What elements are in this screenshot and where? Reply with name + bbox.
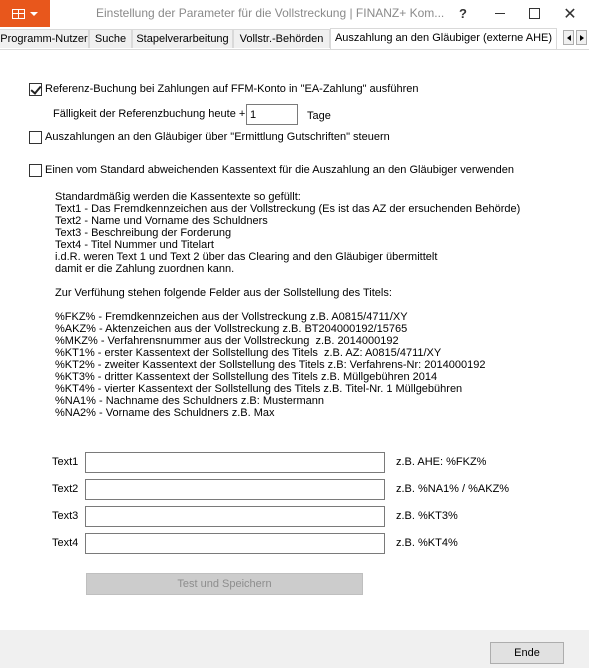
arrow-left-icon bbox=[567, 35, 571, 41]
minimize-icon bbox=[495, 13, 505, 14]
tab-stapelverarbeitung[interactable]: Stapelverarbeitung bbox=[132, 29, 233, 48]
kassentext-info: Standardmäßig werden die Kassentexte so gefüllt: Text1 - Das Fremdkennzeichen aus der Vollstreckung (Es ist das AZ der ersuchenden Behörde) Text2 - Name und Vorname des Schuldners Text3 - Beschreibung der Forderung Text4 - Titel Nummer und Titelart i.d.R. weren Text 1 und Text 2 über das Clearing and den Gläubiger übermittelt damit er die Zahlung zuordnen kann. Zur Verfühung stehen folgende Felder aus der Sollstellung des Titels: %FKZ% - Fremdkennzeichen aus der Vollstreckung z.B. A0815/4711/XY %AKZ% - Aktenzeichen aus der Vollstreckung z.B. BT204000192/15765 %MKZ% - Verfahrensnummer aus der Vollstreckung z.B. 2014000192 %KT1% - erster Kassentext der Sollstellung des Titels z.B. AZ: A0815/4711/XY %KT2% - zweiter Kassentext der Sollstellung des Titels z.B: Verfahrens-Nr: 2014000192 %KT3% - dritter Kassentext der Sollstellung des Titels z.B. Müllgebühren 2014 %KT4% - vierter Kassentext der Sollstellung des Titels z.B. Titel-Nr. 1 Müllgebühren %NA1% - Nachname des Schuldners z.B: Mustermann %NA2% - Vorname des Schuldners z.B. Max bbox=[55, 191, 521, 419]
text3-input[interactable] bbox=[85, 506, 385, 527]
text2-input[interactable] bbox=[85, 479, 385, 500]
text3-label: Text3 bbox=[52, 510, 79, 522]
kassentext-checkbox[interactable] bbox=[29, 164, 42, 177]
table-icon bbox=[12, 9, 25, 19]
app-menu-button[interactable] bbox=[0, 0, 50, 27]
minimize-button[interactable] bbox=[483, 0, 517, 27]
text2-example: z.B. %NA1% / %AKZ% bbox=[396, 483, 510, 495]
text2-label: Text2 bbox=[52, 483, 79, 495]
window-title: Einstellung der Parameter für die Vollstreckung | FINANZ+ Kom... bbox=[96, 6, 445, 20]
tab-scroll-right-button[interactable] bbox=[576, 30, 587, 45]
text3-example: z.B. %KT3% bbox=[396, 510, 458, 522]
tab-scroll-left-button[interactable] bbox=[563, 30, 574, 45]
faelligkeit-unit: Tage bbox=[307, 110, 331, 122]
faelligkeit-label: Fälligkeit der Referenzbuchung heute + bbox=[53, 108, 246, 120]
text4-example: z.B. %KT4% bbox=[396, 537, 458, 549]
kassentext-label: Einen vom Standard abweichenden Kassentext für die Auszahlung an den Gläubiger verwenden bbox=[45, 164, 515, 176]
tab-programm-nutzer[interactable]: Programm-Nutzer bbox=[0, 29, 89, 48]
ende-button[interactable]: Ende bbox=[490, 642, 564, 664]
tab-auszahlung[interactable]: Auszahlung an den Gläubiger (externe AHE) bbox=[330, 28, 557, 49]
help-button[interactable]: ? bbox=[459, 6, 467, 21]
test-save-button[interactable]: Test und Speichern bbox=[86, 573, 363, 595]
text4-label: Text4 bbox=[52, 537, 79, 549]
checkmark-icon bbox=[30, 83, 41, 95]
text4-input[interactable] bbox=[85, 533, 385, 554]
tab-suche[interactable]: Suche bbox=[89, 29, 132, 48]
text1-example: z.B. AHE: %FKZ% bbox=[396, 456, 487, 468]
text1-label: Text1 bbox=[52, 456, 79, 468]
caret-down-icon bbox=[30, 12, 38, 16]
gutschriften-label: Auszahlungen an den Gläubiger über "Ermittlung Gutschriften" steuern bbox=[45, 131, 390, 143]
arrow-right-icon bbox=[580, 35, 584, 41]
close-button[interactable]: ✕ bbox=[563, 5, 577, 23]
referenz-buchung-label: Referenz-Buchung bei Zahlungen auf FFM-Konto in "EA-Zahlung" ausführen bbox=[45, 83, 419, 95]
title-bar bbox=[0, 0, 589, 27]
gutschriften-checkbox[interactable] bbox=[29, 131, 42, 144]
maximize-icon bbox=[529, 8, 540, 19]
tab-bar bbox=[0, 29, 589, 50]
text1-input[interactable] bbox=[85, 452, 385, 473]
referenz-buchung-checkbox[interactable] bbox=[29, 83, 42, 96]
faelligkeit-input[interactable] bbox=[246, 104, 298, 125]
maximize-button[interactable] bbox=[517, 0, 551, 27]
tab-vollstr-behoerden[interactable]: Vollstr.-Behörden bbox=[233, 29, 330, 48]
